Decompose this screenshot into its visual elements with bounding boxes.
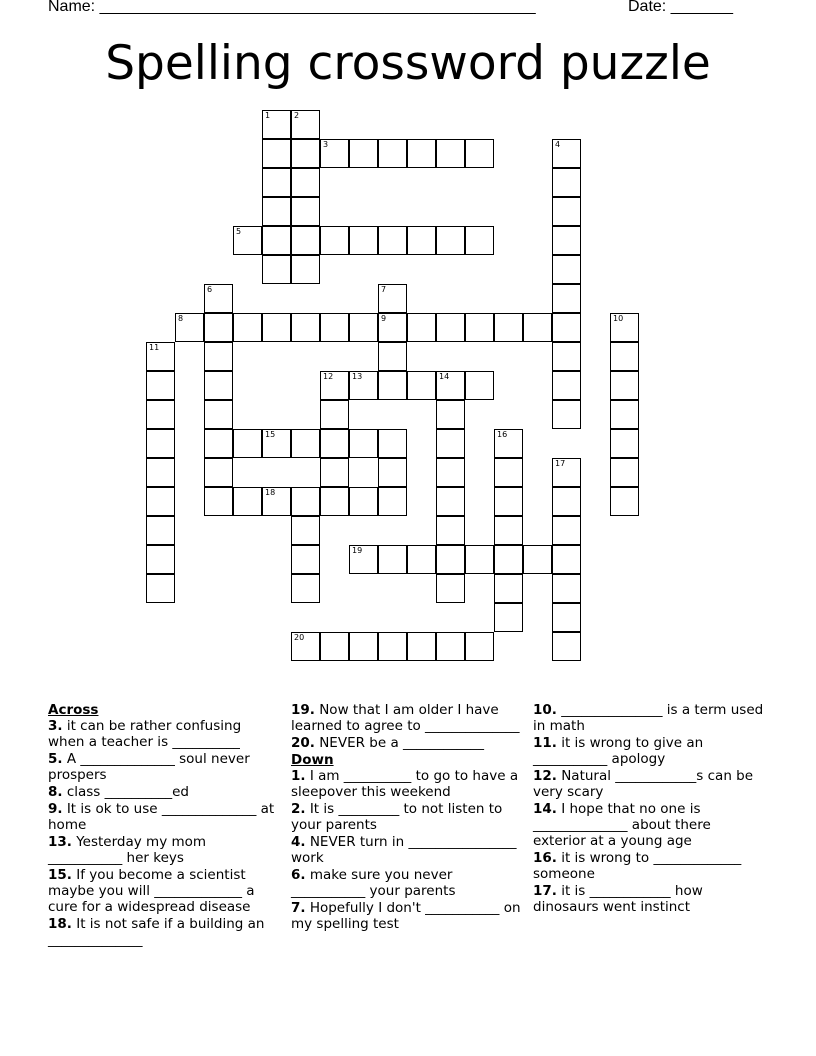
across-header: Across [48, 702, 99, 718]
grid-cell[interactable] [552, 632, 581, 661]
grid-cell[interactable] [233, 226, 262, 255]
date-blank[interactable]: _______ [670, 0, 733, 15]
clue-item-number: 6. [291, 867, 306, 883]
grid-cell[interactable] [436, 632, 465, 661]
grid-cell[interactable] [262, 139, 291, 168]
grid-cell[interactable] [291, 226, 320, 255]
grid-cell[interactable] [349, 545, 378, 574]
grid-cell[interactable] [552, 400, 581, 429]
grid-cell[interactable] [378, 313, 407, 342]
clue-item [48, 867, 276, 915]
grid-cell[interactable] [436, 429, 465, 458]
clue-item-number: 13. [48, 834, 72, 850]
clue-item-number: 19. [291, 702, 315, 718]
grid-cell[interactable] [146, 574, 175, 603]
clue-item-text: it is ____________ how dinosaurs went instinct [533, 883, 703, 915]
clue-number: 2 [294, 111, 300, 120]
grid-cell[interactable] [465, 313, 494, 342]
grid-cell[interactable] [552, 516, 581, 545]
clue-item-text: it is wrong to _____________ someone [533, 850, 742, 882]
grid-cell[interactable] [610, 458, 639, 487]
clue-item [291, 735, 523, 751]
clues-column-2 [291, 702, 523, 933]
clues-column-3 [533, 702, 765, 916]
grid-cell[interactable] [320, 400, 349, 429]
clue-item [48, 801, 276, 833]
clue-number: 20 [294, 633, 305, 642]
grid-cell[interactable] [465, 139, 494, 168]
grid-cell[interactable] [262, 197, 291, 226]
grid-cell[interactable] [291, 545, 320, 574]
grid-cell[interactable] [378, 632, 407, 661]
clue-item-text: _______________ is a term used in math [533, 702, 764, 734]
grid-cell[interactable] [494, 545, 523, 574]
grid-cell[interactable] [378, 429, 407, 458]
clue-item-text: make sure you never ___________ your parents [291, 867, 456, 899]
grid-cell[interactable] [378, 458, 407, 487]
clue-number: 9 [381, 314, 387, 323]
clue-number: 19 [352, 546, 363, 555]
clue-number: 6 [207, 285, 213, 294]
grid-cell[interactable] [465, 226, 494, 255]
grid-cell[interactable] [291, 313, 320, 342]
clue-item [533, 801, 765, 849]
clue-item-number: 3. [48, 718, 63, 734]
grid-cell[interactable] [610, 342, 639, 371]
clue-number: 5 [236, 227, 242, 236]
grid-cell[interactable] [552, 574, 581, 603]
clue-item-number: 15. [48, 867, 72, 883]
clue-number: 11 [149, 343, 160, 352]
clues-column-1 [48, 702, 276, 949]
grid-cell[interactable] [262, 168, 291, 197]
grid-cell[interactable] [291, 574, 320, 603]
grid-cell[interactable] [552, 226, 581, 255]
clue-item [291, 900, 523, 932]
grid-cell[interactable] [320, 487, 349, 516]
clue-item-text: I hope that no one is ______________ about there exterior at a young age [533, 801, 711, 849]
clue-item-number: 17. [533, 883, 557, 899]
clue-item-text: It is not safe if a building an ______________ [48, 916, 265, 948]
grid-cell[interactable] [378, 226, 407, 255]
grid-cell[interactable] [523, 545, 552, 574]
clue-item-number: 14. [533, 801, 557, 817]
clue-number: 3 [323, 140, 329, 149]
clue-item-text: If you become a scientist maybe you will _____________ a cure for a widespread disease [48, 867, 255, 915]
grid-cell[interactable] [523, 313, 552, 342]
clue-item-number: 18. [48, 916, 72, 932]
grid-cell[interactable] [175, 313, 204, 342]
grid-cell[interactable] [204, 371, 233, 400]
clue-number: 15 [265, 430, 276, 439]
clue-item [533, 702, 765, 734]
grid-cell[interactable] [291, 255, 320, 284]
grid-cell[interactable] [320, 139, 349, 168]
grid-cell[interactable] [552, 342, 581, 371]
grid-cell[interactable] [291, 139, 320, 168]
name-blank[interactable]: _________________________________________________ [99, 0, 536, 15]
grid-cell[interactable] [378, 342, 407, 371]
clue-number: 1 [265, 111, 271, 120]
grid-cell[interactable] [552, 458, 581, 487]
grid-cell[interactable] [262, 313, 291, 342]
grid-cell[interactable] [610, 487, 639, 516]
grid-cell[interactable] [291, 429, 320, 458]
down-header: Down [291, 752, 334, 768]
clue-item-text: A ______________ soul never prospers [48, 751, 250, 783]
grid-cell[interactable] [262, 487, 291, 516]
grid-cell[interactable] [204, 400, 233, 429]
grid-cell[interactable] [262, 110, 291, 139]
clue-item-number: 20. [291, 735, 315, 751]
grid-cell[interactable] [349, 371, 378, 400]
grid-cell[interactable] [552, 313, 581, 342]
grid-cell[interactable] [436, 226, 465, 255]
grid-cell[interactable] [378, 139, 407, 168]
clue-item [533, 883, 765, 915]
clue-item [48, 834, 276, 866]
grid-cell[interactable] [320, 313, 349, 342]
grid-cell[interactable] [378, 487, 407, 516]
clue-item [291, 702, 523, 734]
grid-cell[interactable] [552, 371, 581, 400]
grid-cell[interactable] [610, 371, 639, 400]
clue-number: 10 [613, 314, 624, 323]
grid-cell[interactable] [407, 371, 436, 400]
grid-cell[interactable] [378, 371, 407, 400]
grid-cell[interactable] [465, 545, 494, 574]
clue-number: 18 [265, 488, 276, 497]
clue-item-number: 4. [291, 834, 306, 850]
clue-item [533, 850, 765, 882]
grid-cell[interactable] [204, 429, 233, 458]
clue-number: 12 [323, 372, 334, 381]
grid-cell[interactable] [552, 545, 581, 574]
grid-cell[interactable] [552, 139, 581, 168]
grid-cell[interactable] [552, 255, 581, 284]
grid-cell[interactable] [291, 487, 320, 516]
clue-item-text: NEVER be a ____________ [314, 735, 485, 751]
grid-cell[interactable] [465, 371, 494, 400]
grid-cell[interactable] [494, 574, 523, 603]
clue-item [48, 916, 276, 948]
grid-cell[interactable] [204, 284, 233, 313]
grid-cell[interactable] [436, 574, 465, 603]
grid-cell[interactable] [494, 458, 523, 487]
grid-cell[interactable] [262, 429, 291, 458]
grid-cell[interactable] [349, 139, 378, 168]
grid-cell[interactable] [378, 284, 407, 313]
grid-cell[interactable] [494, 429, 523, 458]
clue-number: 14 [439, 372, 450, 381]
clue-item-text: class __________ed [62, 784, 190, 800]
clue-item [48, 751, 276, 783]
clue-item-text: it is wrong to give an ___________ apology [533, 735, 704, 767]
clue-item-number: 9. [48, 801, 63, 817]
grid-cell[interactable] [436, 487, 465, 516]
grid-cell[interactable] [291, 110, 320, 139]
clue-item-text: I am __________ to go to have a sleepover this weekend [291, 768, 519, 800]
clue-number: 13 [352, 372, 363, 381]
grid-cell[interactable] [436, 400, 465, 429]
grid-cell[interactable] [146, 487, 175, 516]
down-clue-list-continued [533, 702, 765, 915]
clue-item-text: it can be rather confusing when a teacher is __________ [48, 718, 242, 750]
clue-item [533, 768, 765, 800]
grid-cell[interactable] [407, 313, 436, 342]
page-title: Spelling crossword puzzle [105, 36, 711, 91]
clue-number: 4 [555, 140, 561, 149]
down-clue-list [291, 768, 523, 932]
grid-cell[interactable] [146, 371, 175, 400]
grid-cell[interactable] [494, 516, 523, 545]
grid-cell[interactable] [349, 429, 378, 458]
grid-cell[interactable] [407, 139, 436, 168]
grid-cell[interactable] [320, 458, 349, 487]
clue-item-text: Hopefully I don't ___________ on my spelling test [291, 900, 521, 932]
grid-cell[interactable] [291, 632, 320, 661]
grid-cell[interactable] [552, 603, 581, 632]
grid-cell[interactable] [349, 226, 378, 255]
grid-cell[interactable] [610, 313, 639, 342]
clue-item [48, 784, 276, 800]
grid-cell[interactable] [552, 487, 581, 516]
grid-cell[interactable] [291, 197, 320, 226]
grid-cell[interactable] [233, 487, 262, 516]
grid-cell[interactable] [146, 429, 175, 458]
clue-item [291, 768, 523, 800]
clue-item-text: It is _________ to not listen to your parents [291, 801, 503, 833]
grid-cell[interactable] [233, 313, 262, 342]
clue-number: 16 [497, 430, 508, 439]
grid-cell[interactable] [407, 545, 436, 574]
grid-cell[interactable] [494, 313, 523, 342]
date-label: Date: [628, 0, 671, 15]
name-label: Name: [48, 0, 100, 15]
clue-item-number: 11. [533, 735, 557, 751]
grid-cell[interactable] [407, 226, 436, 255]
grid-cell[interactable] [494, 487, 523, 516]
grid-cell[interactable] [552, 284, 581, 313]
grid-cell[interactable] [204, 487, 233, 516]
grid-cell[interactable] [494, 603, 523, 632]
clue-item-number: 1. [291, 768, 306, 784]
clue-item-number: 16. [533, 850, 557, 866]
grid-cell[interactable] [407, 632, 436, 661]
clue-number: 17 [555, 459, 566, 468]
clue-item [291, 834, 523, 866]
clue-item-text: Natural ____________s can be very scary [533, 768, 754, 800]
clue-item [291, 867, 523, 899]
clue-item [533, 735, 765, 767]
across-clue-list-continued [291, 702, 523, 751]
grid-cell[interactable] [610, 400, 639, 429]
grid-cell[interactable] [320, 632, 349, 661]
grid-cell[interactable] [436, 371, 465, 400]
grid-cell[interactable] [204, 458, 233, 487]
grid-cell[interactable] [233, 429, 262, 458]
clue-item-number: 12. [533, 768, 557, 784]
grid-cell[interactable] [291, 516, 320, 545]
grid-cell[interactable] [262, 226, 291, 255]
grid-cell[interactable] [320, 226, 349, 255]
clue-item-text: NEVER turn in ________________ work [291, 834, 517, 866]
grid-cell[interactable] [552, 168, 581, 197]
grid-cell[interactable] [436, 516, 465, 545]
clue-item-number: 7. [291, 900, 306, 916]
grid-cell[interactable] [436, 458, 465, 487]
clue-item [48, 718, 276, 750]
grid-cell[interactable] [320, 429, 349, 458]
grid-cell[interactable] [146, 545, 175, 574]
clue-item-text: It is ok to use ______________ at home [48, 801, 275, 833]
grid-cell[interactable] [204, 342, 233, 371]
grid-cell[interactable] [146, 400, 175, 429]
grid-cell[interactable] [436, 139, 465, 168]
grid-cell[interactable] [204, 313, 233, 342]
grid-cell[interactable] [349, 313, 378, 342]
grid-cell[interactable] [349, 487, 378, 516]
grid-cell[interactable] [436, 313, 465, 342]
clue-number: 7 [381, 285, 387, 294]
grid-cell[interactable] [349, 632, 378, 661]
clue-item-number: 10. [533, 702, 557, 718]
clue-item-text: Now that I am older I have learned to agree to ______________ [291, 702, 520, 734]
clue-item [291, 801, 523, 833]
clue-item-number: 8. [48, 784, 63, 800]
grid-cell[interactable] [378, 545, 407, 574]
grid-cell[interactable] [146, 342, 175, 371]
grid-cell[interactable] [610, 429, 639, 458]
clue-item-number: 2. [291, 801, 306, 817]
clue-number: 8 [178, 314, 184, 323]
grid-cell[interactable] [262, 255, 291, 284]
grid-cell[interactable] [320, 371, 349, 400]
grid-cell[interactable] [436, 545, 465, 574]
grid-cell[interactable] [146, 458, 175, 487]
grid-cell[interactable] [146, 516, 175, 545]
grid-cell[interactable] [291, 168, 320, 197]
grid-cell[interactable] [552, 197, 581, 226]
grid-cell[interactable] [465, 632, 494, 661]
clue-item-text: Yesterday my mom ___________ her keys [48, 834, 207, 866]
clue-item-number: 5. [48, 751, 63, 767]
across-clue-list [48, 718, 276, 948]
